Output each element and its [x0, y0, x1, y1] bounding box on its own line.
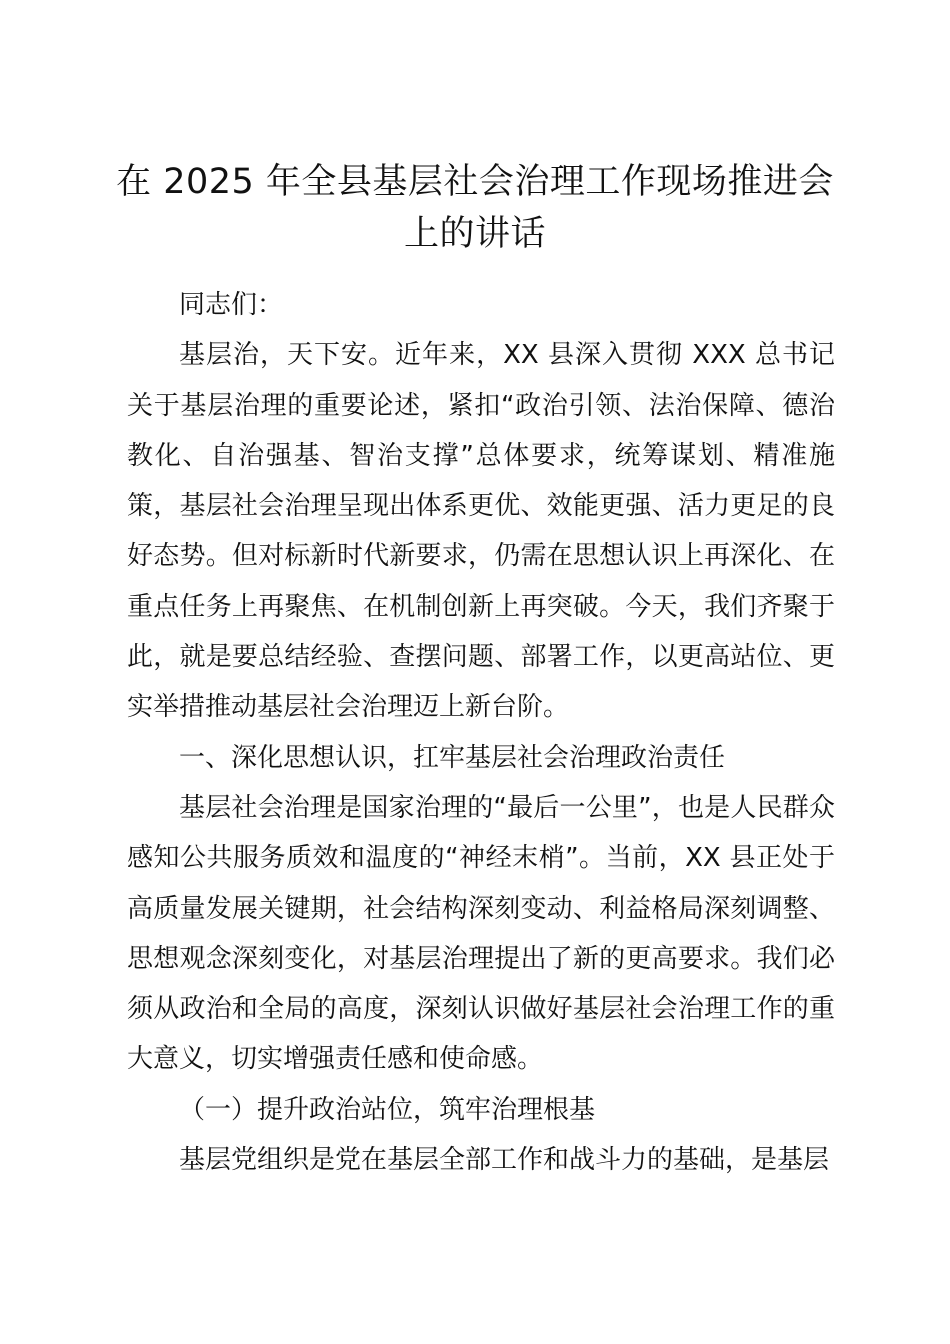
- paragraph-section-1: 基层社会治理是国家治理的“最后一公里”，也是人民群众感知公共服务质效和温度的“神经末梢”。当前，XX 县正处于高质量发展关键期，社会结构深刻变动、利益格局深刻调整、思想观念深刻变化，对基层治理提出了新的更高要求。我们必须从政治和全局的高度，深刻认识做好基层社会治理工作的重大意义，切实增强责任感和使命感。: [127, 792, 835, 1075]
- salutation: 同志们：: [179, 290, 284, 320]
- document-title: 在 2025 年全县基层社会治理工作现场推进会上的讲话: [116, 162, 834, 254]
- paragraph-subsection-1: 基层党组织是党在基层全部工作和战斗力的基础，是基层: [179, 1145, 830, 1176]
- section-heading-1: 一、深化思想认识，扛牢基层社会治理政治责任: [179, 742, 726, 773]
- document-body: [127, 280, 835, 1185]
- paragraph-intro: 基层治，天下安。近年来，XX 县深入贯彻 XXX 总书记关于基层治理的重要论述，紧扣“政治引领、法治保障、德治教化、自治强基、智治支撑”总体要求，统筹谋划、精准施策，基层社会治理呈现出体系更优、效能更强、活力更足的良好态势。但对标新时代新要求，仍需在思想认识上再深化、在重点任务上再聚焦、在机制创新上再突破。今天，我们齐聚于此，就是要总结经验、查摆问题、部署工作，以更高站位、更实举措推动基层社会治理迈上新台阶。: [127, 340, 835, 723]
- subsection-heading-1: （一）提升政治站位，筑牢治理根基: [179, 1094, 596, 1125]
